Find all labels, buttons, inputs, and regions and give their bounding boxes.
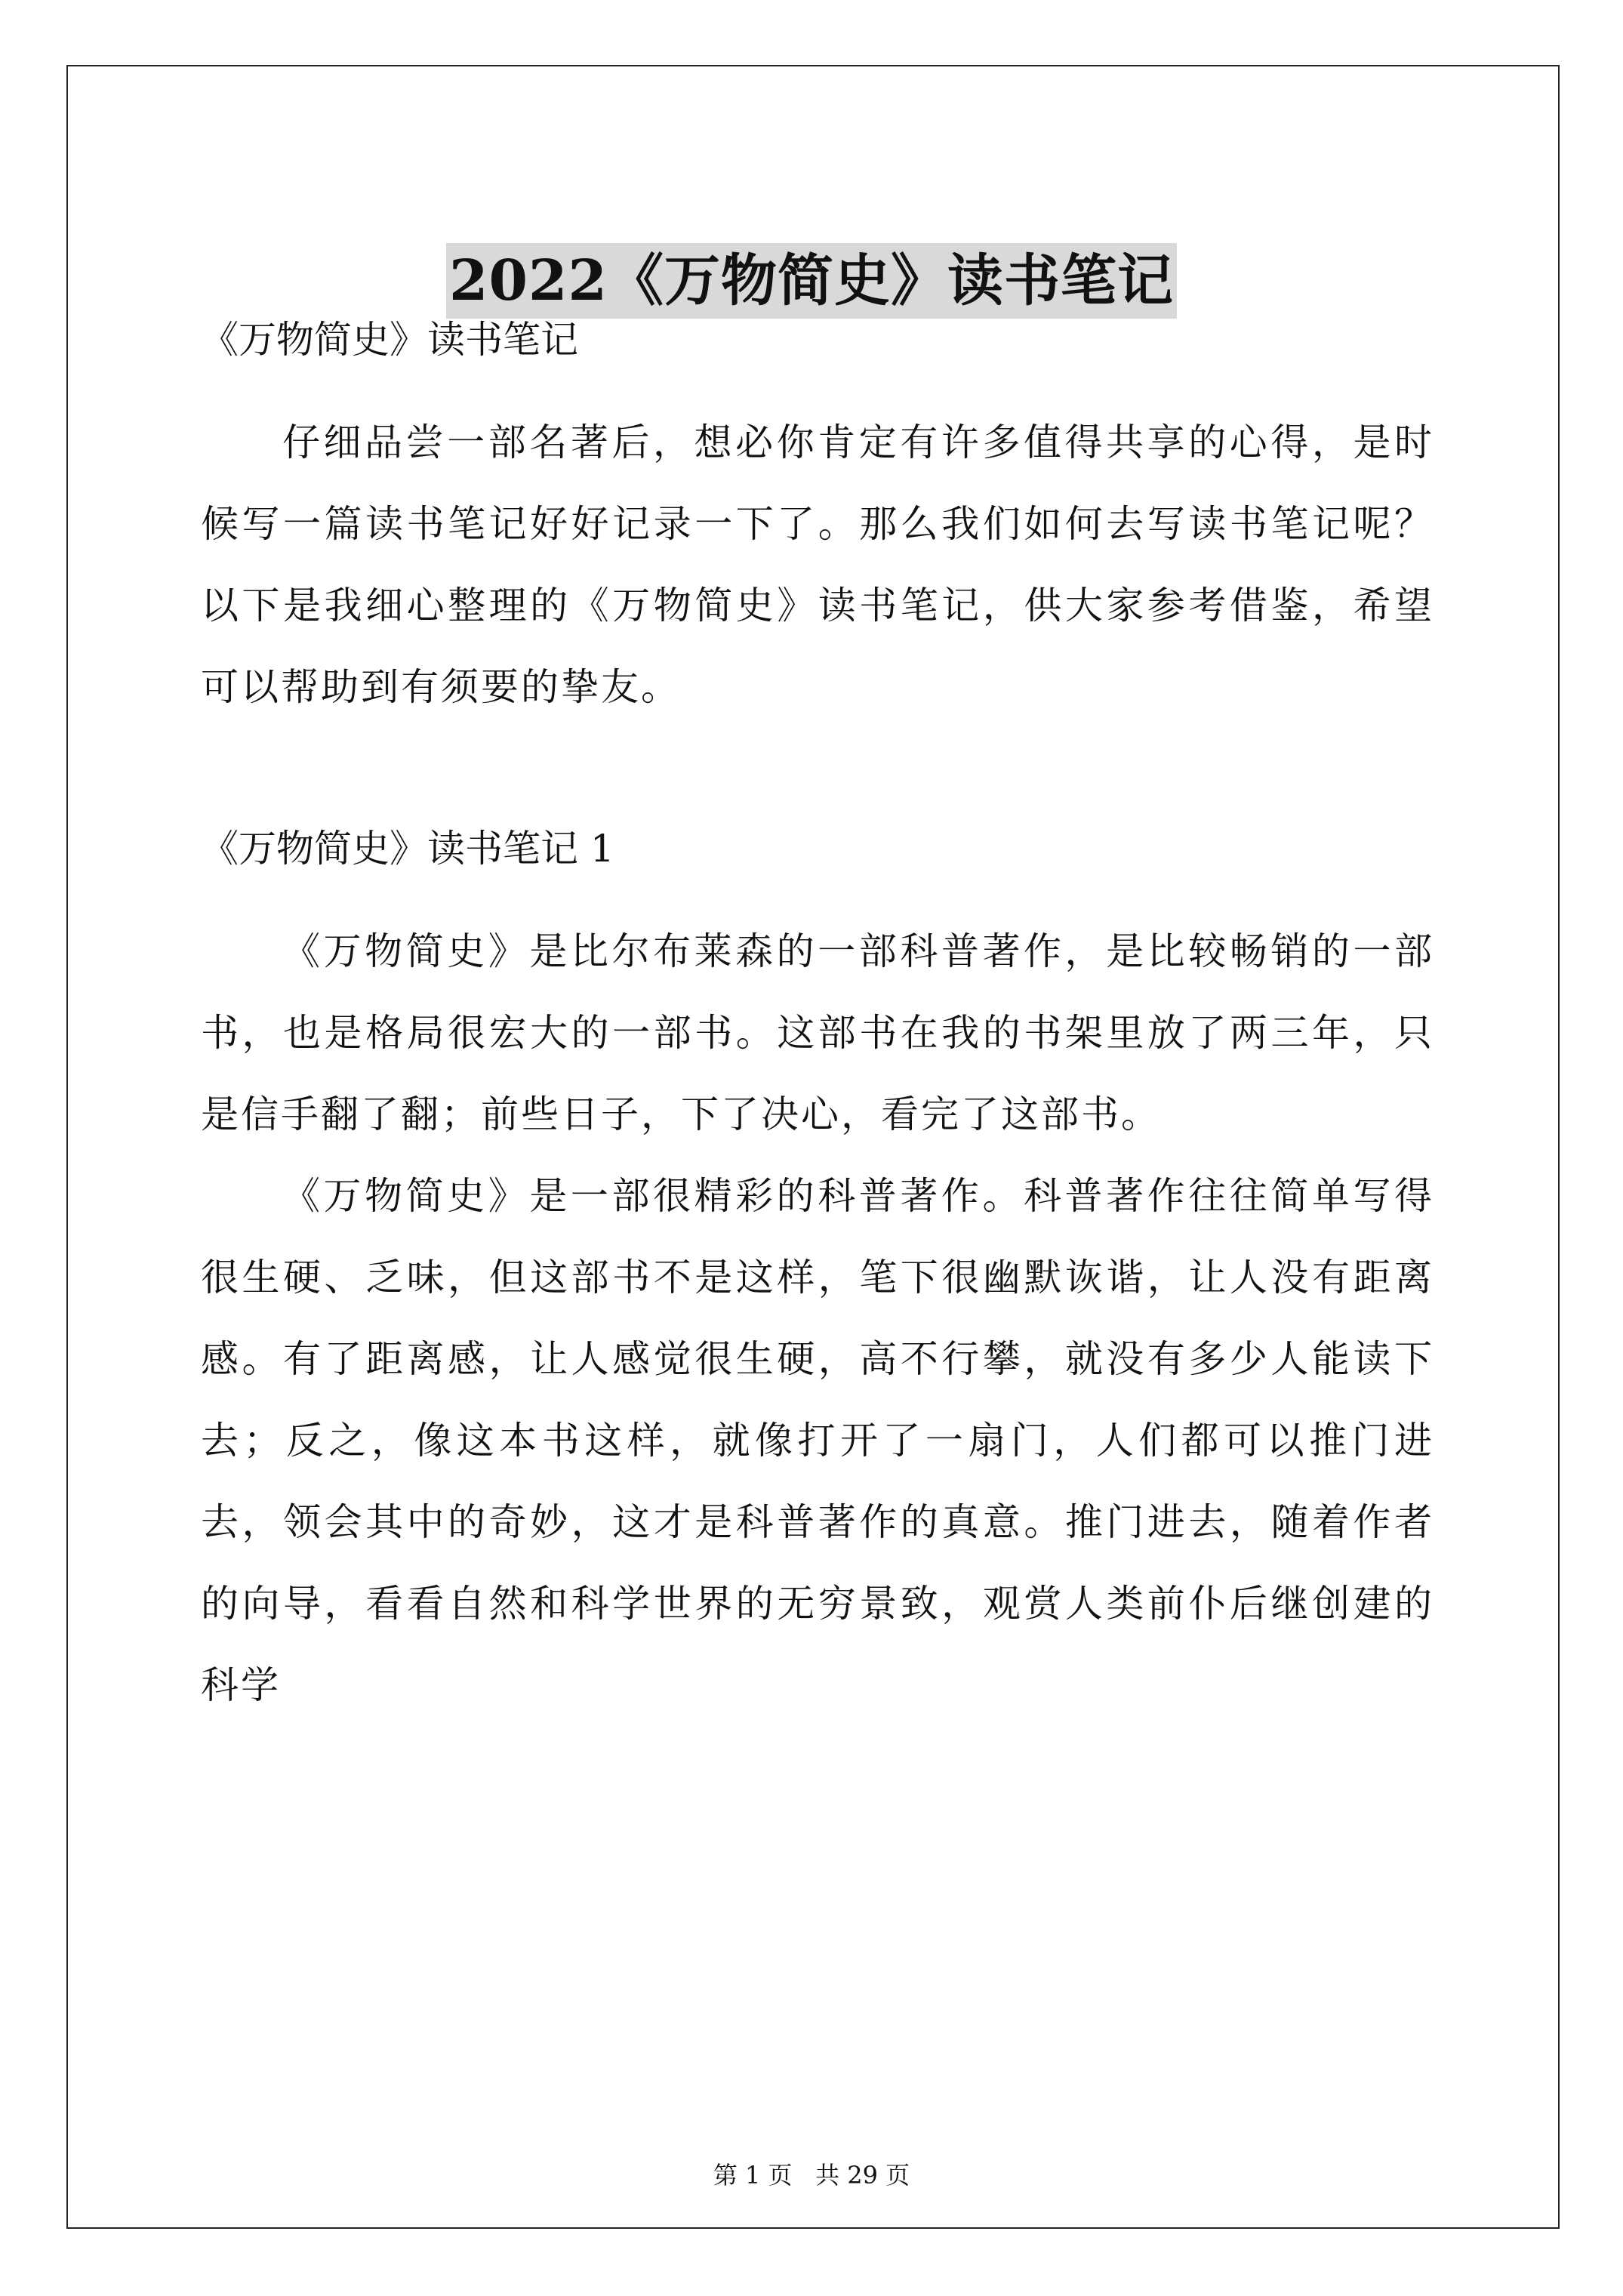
document-body (201, 300, 1434, 1726)
section-spacer (201, 728, 1434, 809)
page-footer: 第 1 页 共 29 页 (713, 2161, 910, 2190)
intro-heading: 《万物简史》读书笔记 (201, 318, 578, 362)
intro-paragraph: 仔细品尝一部名著后，想必你肯定有许多值得共享的心得，是时候写一篇读书笔记好好记录一下了。那么我们如何去写读书笔记呢？以下是我细心整理的《万物简史》读书笔记，供大家参考借鉴，希望可以帮助到有须要的挚友。 (201, 421, 1434, 709)
document-title: 2022《万物简史》读书笔记 (446, 243, 1177, 319)
body-paragraph: 《万物简史》是比尔布莱森的一部科普著作，是比较畅销的一部书，也是格局很宏大的一部书。这部书在我的书架里放了两三年，只是信手翻了翻；前些日子，下了决心，看完了这部书。 (201, 929, 1434, 1136)
section-heading: 《万物简史》读书笔记 1 (201, 827, 614, 871)
body-paragraph: 《万物简史》是一部很精彩的科普著作。科普著作往往简单写得很生硬、乏味，但这部书不是这样，笔下很幽默诙谐，让人没有距离感。有了距离感，让人感觉很生硬，高不行攀，就没有多少人能读下去；反之，像这本书这样，就像打开了一扇门，人们都可以推门进去，领会其中的奇妙，这才是科普著作的真意。推门进去，随着作者的向导，看看自然和科学世界的无穷景致，观赏人类前仆后继创建的科学 (201, 1174, 1434, 1707)
